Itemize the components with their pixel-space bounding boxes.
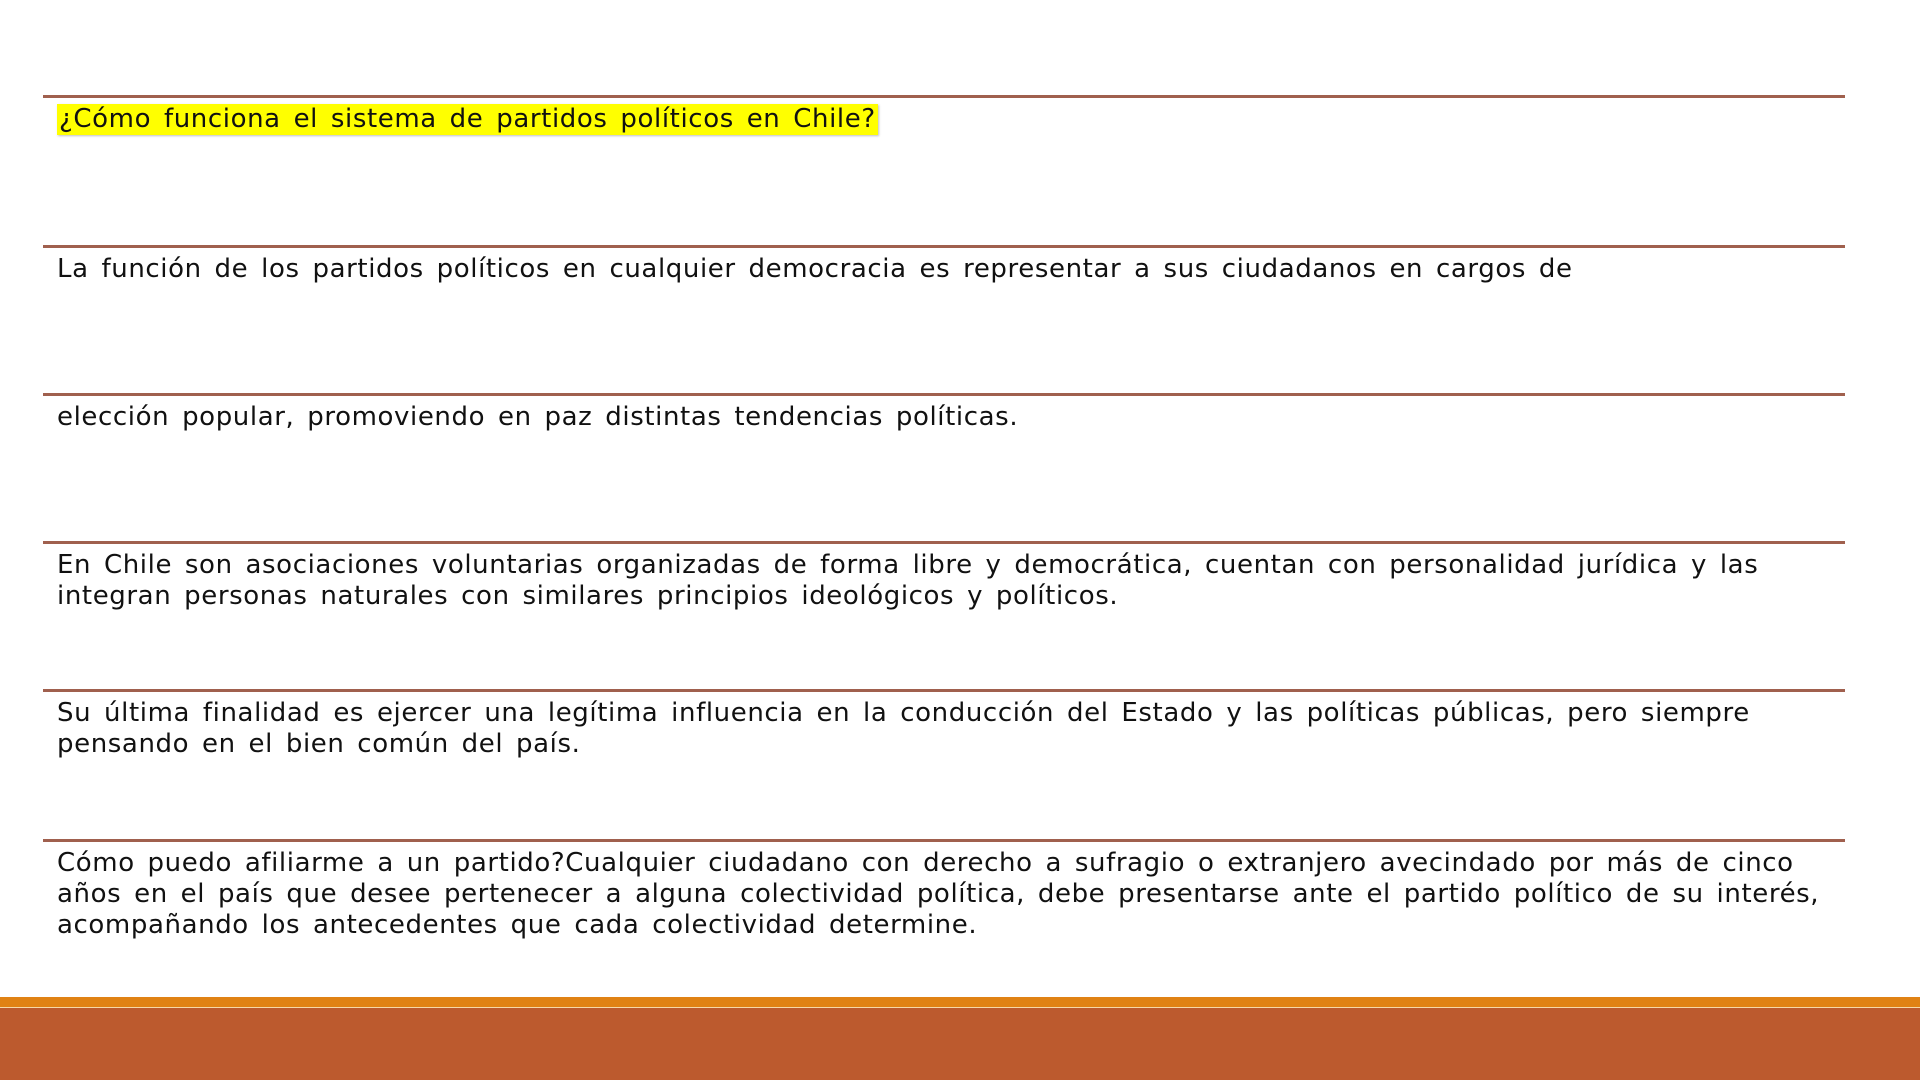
title-text-wrap bbox=[57, 104, 1835, 135]
footer-accent-band bbox=[0, 997, 1920, 1008]
content-text: Cómo puedo afiliarme a un partido?Cualquier ciudadano con derecho a sufragio o extranjero avecindado por más de cinco años en el país que desee pertenecer a alguna colectividad política, debe presentarse ante el partido político de su interés, acompañando los antecedentes que cada colectividad determine. bbox=[57, 848, 1820, 940]
content-row-2 bbox=[43, 393, 1845, 541]
footer-bar bbox=[0, 1008, 1920, 1080]
content-row-4 bbox=[43, 689, 1845, 837]
content-text: Su última finalidad es ejercer una legítima influencia en la conducción del Estado y las políticas públicas, pero siempre pensando en el bien común del país. bbox=[57, 698, 1750, 759]
content-row-1 bbox=[43, 245, 1845, 393]
slide-title: ¿Cómo funciona el sistema de partidos políticos en Chile? bbox=[59, 104, 876, 134]
content-text: La función de los partidos políticos en cualquier democracia es representar a sus ciudadanos en cargos de bbox=[57, 254, 1573, 284]
content-text: elección popular, promoviendo en paz distintas tendencias políticas. bbox=[57, 402, 1019, 432]
content-row-5 bbox=[43, 839, 1845, 989]
content-text: En Chile son asociaciones voluntarias organizadas de forma libre y democrática, cuentan con personalidad jurídica y las integran personas naturales con similares principios ideológicos y políticos. bbox=[57, 550, 1759, 611]
title-row bbox=[43, 95, 1845, 243]
content-row-3 bbox=[43, 541, 1845, 689]
